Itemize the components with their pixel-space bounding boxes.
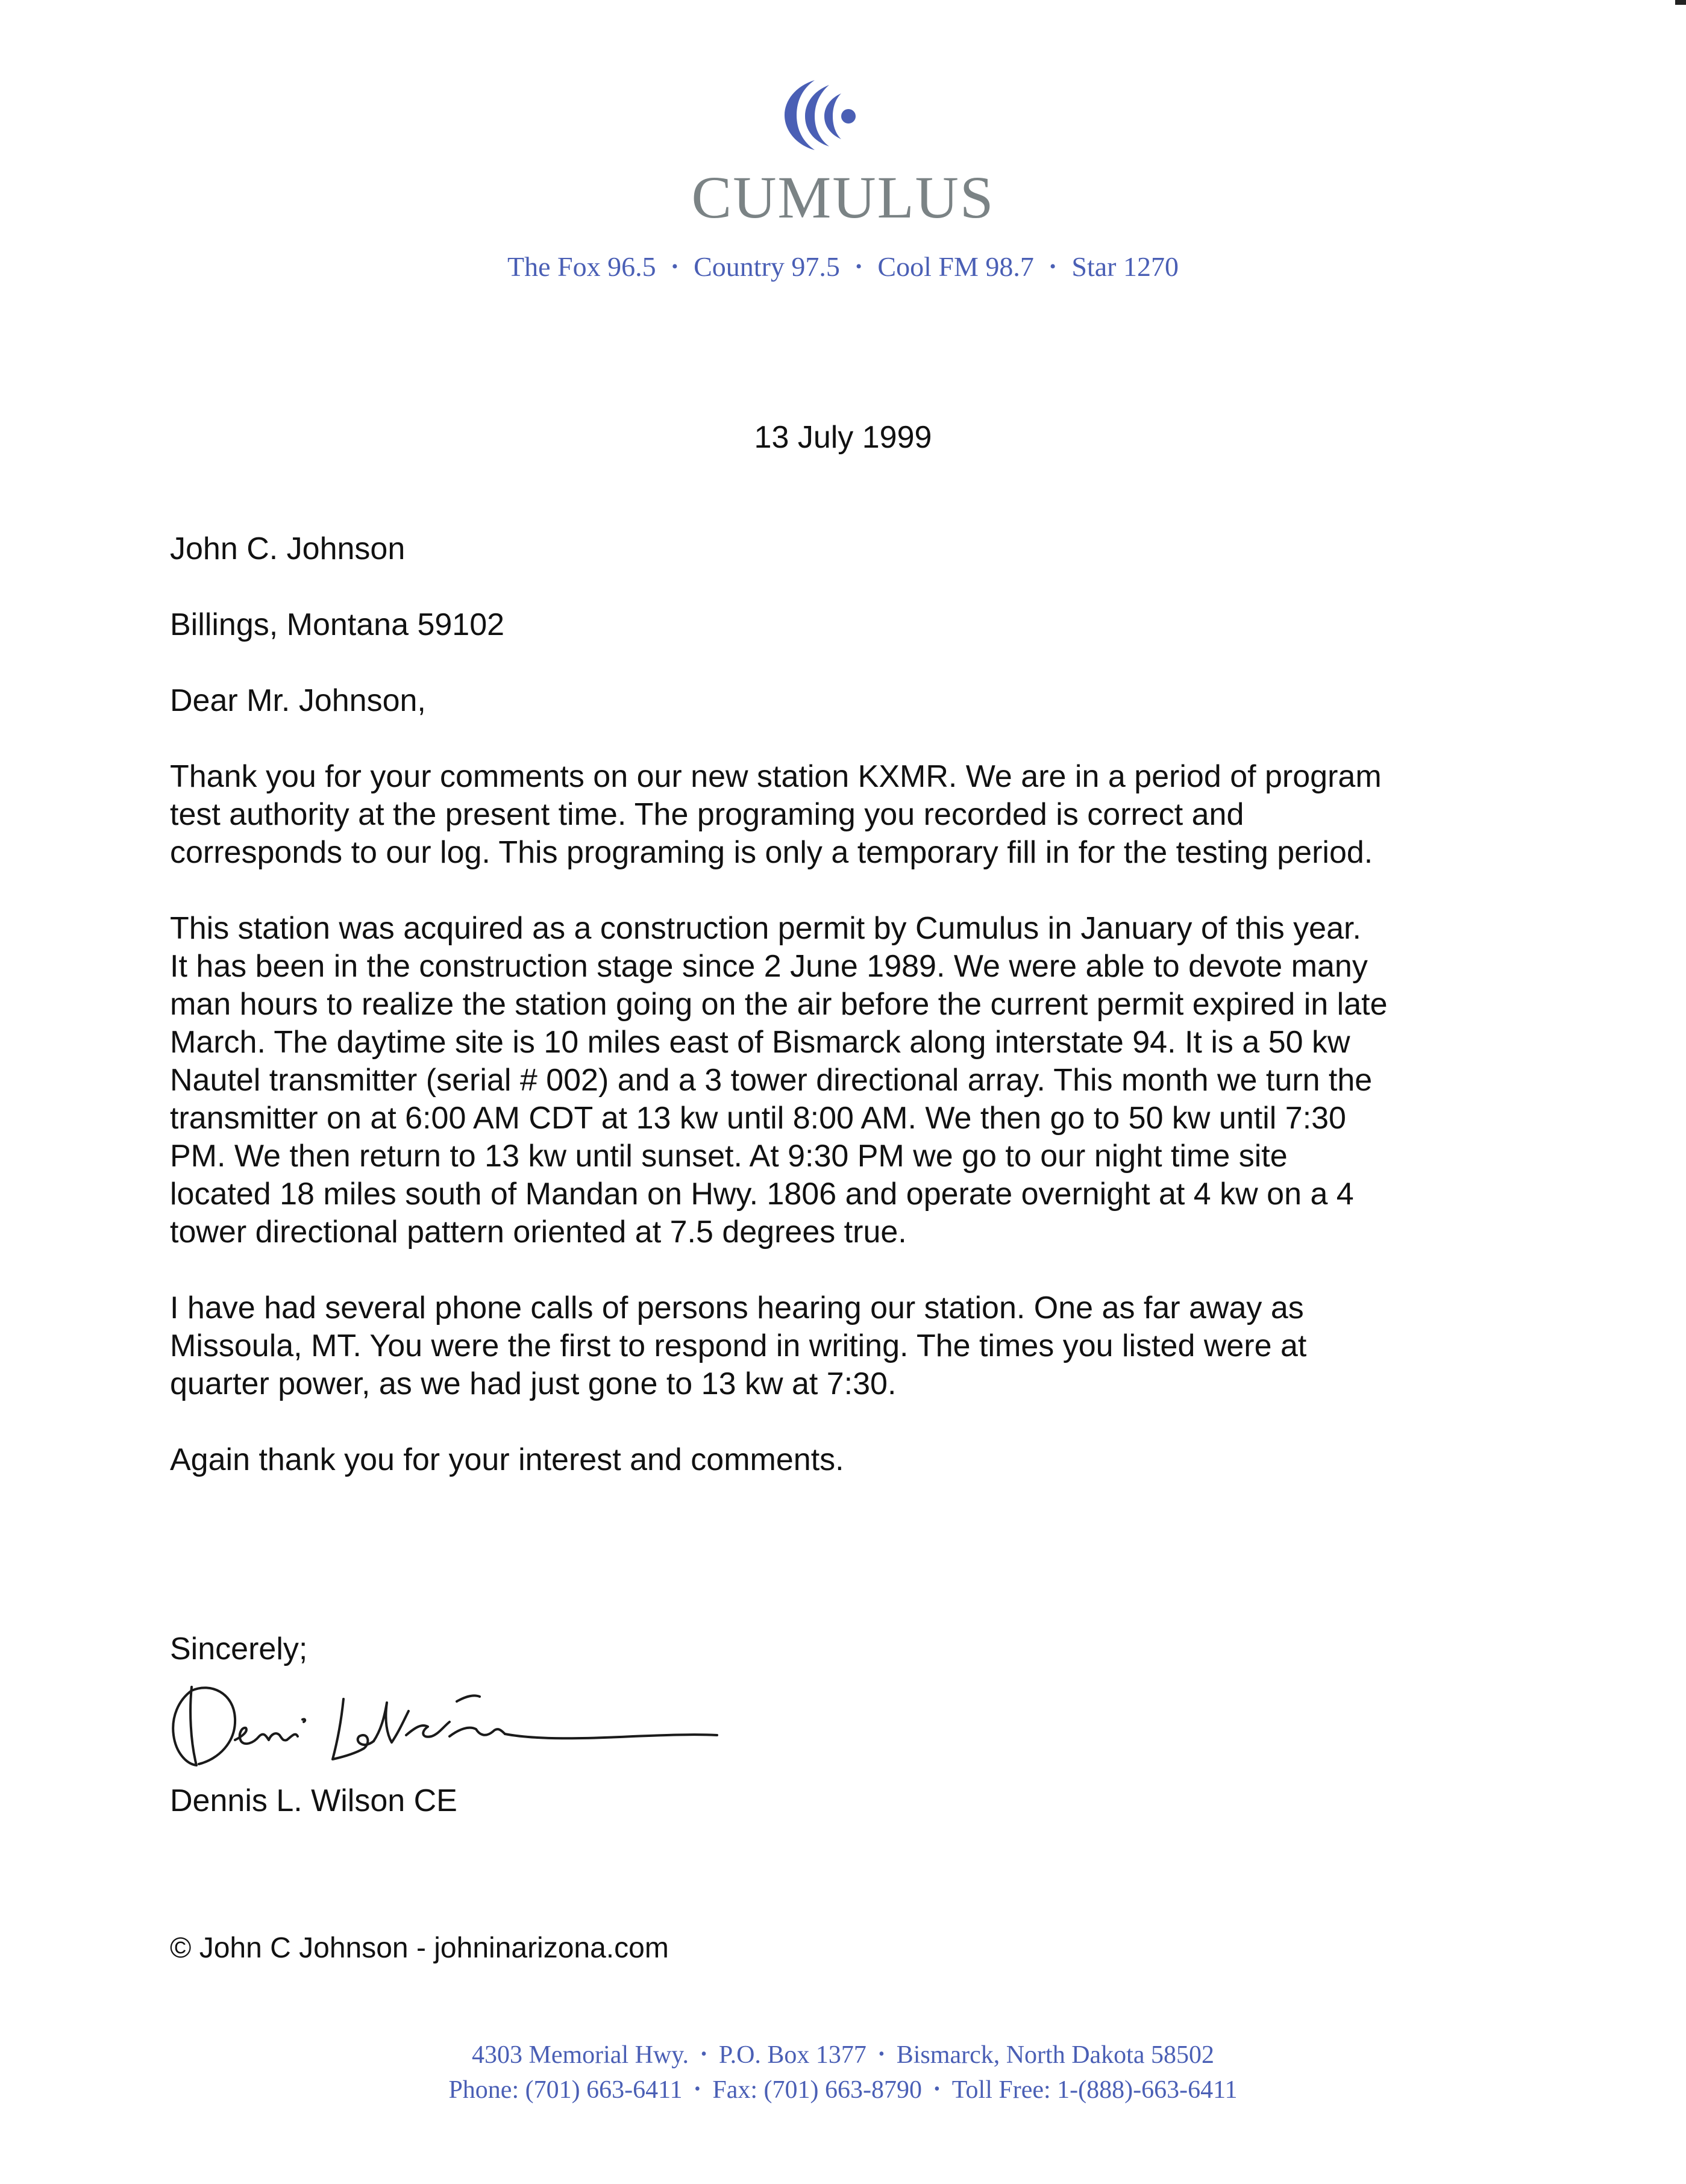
- paragraph-line: transmitter on at 6:00 AM CDT at 13 kw until 8:00 AM. We then go to 50 kw until 7:30: [170, 1101, 1346, 1136]
- company-wordmark: CUMULUS: [691, 164, 995, 231]
- footer-phone: Phone: (701) 663-6411: [448, 2076, 683, 2104]
- bullet-separator: •: [694, 2080, 701, 2099]
- station-name: Star 1270: [1071, 251, 1179, 282]
- signer-name: Dennis L. Wilson CE: [170, 1783, 457, 1818]
- paragraph-line: PM. We then return to 13 kw until sunset. At 9:30 PM we go to our night time site: [170, 1139, 1288, 1174]
- bullet-separator: •: [855, 257, 862, 277]
- bullet-separator: •: [933, 2080, 940, 2099]
- paragraph-line: Again thank you for your interest and comments.: [170, 1442, 844, 1477]
- bullet-separator: •: [1049, 257, 1056, 277]
- station-list: [0, 253, 1686, 281]
- addressee-name: John C. Johnson: [170, 531, 406, 566]
- footer-toll-free: Toll Free: 1-(888)-663-6411: [951, 2076, 1238, 2104]
- paragraph-line: Missoula, MT. You were the first to respond in writing. The times you listed were at: [170, 1328, 1307, 1363]
- paragraph-line: test authority at the present time. The programing you recorded is correct and: [170, 797, 1244, 832]
- cumulus-logo-icon: [777, 75, 862, 154]
- paragraph-4: [170, 1441, 1520, 1479]
- bullet-separator: •: [671, 257, 678, 277]
- paragraph-line: tower directional pattern oriented at 7.5 degrees true.: [170, 1215, 907, 1250]
- footer-street: 4303 Memorial Hwy.: [472, 2041, 689, 2069]
- closing: Sincerely;: [170, 1632, 308, 1666]
- footer-po-box: P.O. Box 1377: [718, 2041, 867, 2069]
- paragraph-1: [170, 758, 1520, 872]
- letter-date: 13 July 1999: [754, 420, 932, 455]
- paragraph-line: corresponds to our log. This programing is only a temporary fill in for the testing period.: [170, 835, 1373, 870]
- paragraph-line: Thank you for your comments on our new station KXMR. We are in a period of program: [170, 759, 1382, 794]
- footer-fax: Fax: (701) 663-8790: [712, 2076, 922, 2104]
- paragraph-line: man hours to realize the station going on the air before the current permit expired in late: [170, 987, 1388, 1022]
- paragraph-3: [170, 1289, 1520, 1403]
- paragraph-line: It has been in the construction stage since 2 June 1989. We were able to devote many: [170, 949, 1368, 984]
- footer-city: Bismarck, North Dakota 58502: [896, 2041, 1214, 2069]
- paragraph-line: This station was acquired as a construction permit by Cumulus in January of this year.: [170, 911, 1361, 946]
- footer-contact: [0, 2077, 1686, 2103]
- copyright-notice: © John C Johnson - johninarizona.com: [170, 1932, 669, 1964]
- station-name: The Fox 96.5: [507, 251, 656, 282]
- scan-edge-mark: [1675, 0, 1686, 5]
- paragraph-line: quarter power, as we had just gone to 13 kw at 7:30.: [170, 1366, 897, 1401]
- addressee-city: Billings, Montana 59102: [170, 607, 505, 642]
- bullet-separator: •: [701, 2045, 707, 2064]
- paragraph-line: I have had several phone calls of persons hearing our station. One as far away as: [170, 1291, 1304, 1325]
- salutation: Dear Mr. Johnson,: [170, 683, 426, 718]
- paragraph-2: [170, 910, 1520, 1251]
- handwritten-signature: [163, 1669, 729, 1783]
- bullet-separator: •: [878, 2045, 885, 2064]
- paragraph-line: located 18 miles south of Mandan on Hwy. 1806 and operate overnight at 4 kw on a 4: [170, 1177, 1354, 1212]
- paragraph-line: Nautel transmitter (serial # 002) and a 3 tower directional array. This month we turn the: [170, 1063, 1373, 1098]
- station-name: Cool FM 98.7: [877, 251, 1034, 282]
- station-name: Country 97.5: [694, 251, 840, 282]
- footer-address: [0, 2042, 1686, 2068]
- paragraph-line: March. The daytime site is 10 miles east of Bismarck along interstate 94. It is a 50 kw: [170, 1025, 1350, 1060]
